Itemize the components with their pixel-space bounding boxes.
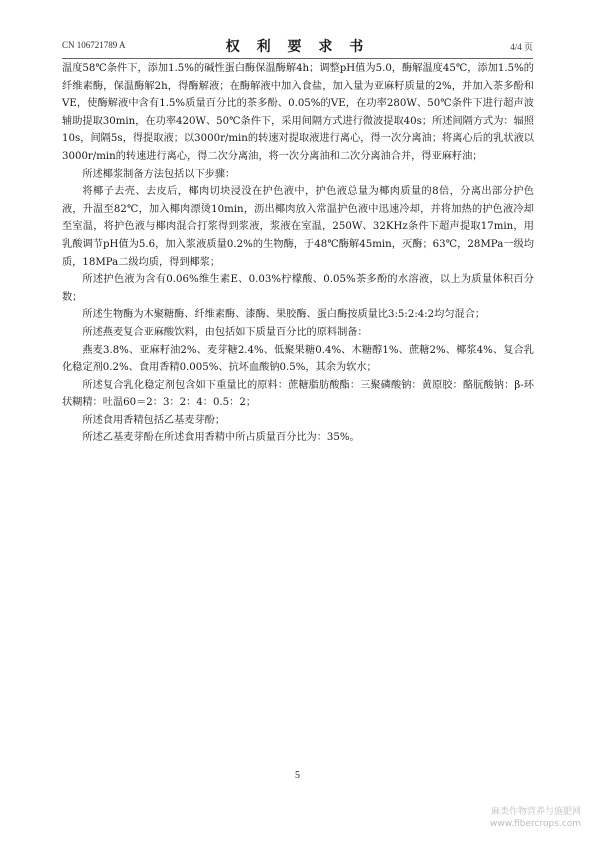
paragraph-emulsifier: 所述复合乳化稳定剂包含如下重量比的原料：蔗糖脂肪酸酯：三聚磷酸钠：黄原胶：酪朊酸钠：β-环状糊精：吐温60＝2：3：2：4：0.5：2； <box>62 379 534 409</box>
paragraph-coconut-method-intro: 所述椰浆制备方法包括以下步骤： <box>82 168 236 180</box>
page-number: 5 <box>295 770 300 781</box>
document-title: 权 利 要 求 书 <box>225 39 370 55</box>
paragraph-beverage-formula: 燕麦3.8%、亚麻籽油2%、麦芽糖2.4%、低聚果糖0.4%、木糖醇1%、蔗糖2%、椰浆4%、复合乳化稳定剂0.2%、食用香精0.005%、抗坏血酸钠0.5%，其余为软水； <box>62 344 534 374</box>
patent-number: CN 106721789 A <box>62 40 126 50</box>
paragraph-color-protect-solution: 所述护色液为含有0.06%维生素E、0.03%柠檬酸、0.05%茶多酚的水溶液，以上为质量体积百分数； <box>62 274 534 303</box>
watermark-line-2: www.fibercrops.com <box>490 819 581 829</box>
watermark <box>490 806 581 830</box>
paragraph-bio-enzyme: 所述生物酶为木聚糖酶、纤维素酶、漆酶、果胶酶、蛋白酶按质量比3:5:2:4:2均匀混合； <box>82 309 486 321</box>
paragraph-beverage-intro: 所述燕麦复合亚麻酸饮料，由包括如下质量百分比的原料制备： <box>82 326 368 338</box>
page-header <box>62 36 533 56</box>
paragraph-coconut-method-steps: 将椰子去壳、去皮后，椰肉切块浸没在护色液中，护色液总量为椰肉质量的8倍，分离出部分护色液，升温至82℃，加入椰肉漂烫10min，沥出椰肉放入常温护色液中迅速冷却，并将加热的护色液冷却至室温，将护色液与椰肉混合打浆得到浆液，浆液在室温，250W、32KHz条件下超声提取17min，用乳酸调节pH值为5.6，加入浆液质量0.2%的生物酶，于48℃酶解45min，灭酶；63℃，28MPa一级均质，18MPa二级均质，得到椰浆； <box>62 186 534 268</box>
watermark-line-1: 麻类作物营养与施肥网 <box>490 807 581 817</box>
paragraph-continuation: 温度58℃条件下，添加1.5%的碱性蛋白酶保温酶解4h；调整pH值为5.0，酶解温度45℃，添加1.5%的纤维素酶，保温酶解2h，得酶解液；在酶解液中加入食盐，加入量为亚麻籽质量的2%，并加入茶多酚和VE，使酶解液中含有1.5%质量百分比的茶多酚、0.05%的VE，在功率280W、50℃条件下进行超声波辅助提取30min，在功率420W、50℃条件下，采用间隔方式进行微波提取40s；所述间隔方式为：辐照10s，间隔5s，得提取液；以3000r/min的转速对提取液进行离心，得一次分离油；将离心后的乳状液以3000r/min的转速进行离心，得二次分离油，将一次分离油和二次分离油合并，得亚麻籽油； <box>62 63 534 162</box>
paragraph-ethyl-maltol: 所述乙基麦芽酚在所述食用香精中所占质量百分比为：35%。 <box>82 432 360 444</box>
header-rule <box>62 58 533 59</box>
paragraph-flavor: 所述食用香精包括乙基麦芽酚； <box>82 414 226 426</box>
page-indicator: 4/4 页 <box>510 42 533 52</box>
claims-body <box>62 60 534 447</box>
